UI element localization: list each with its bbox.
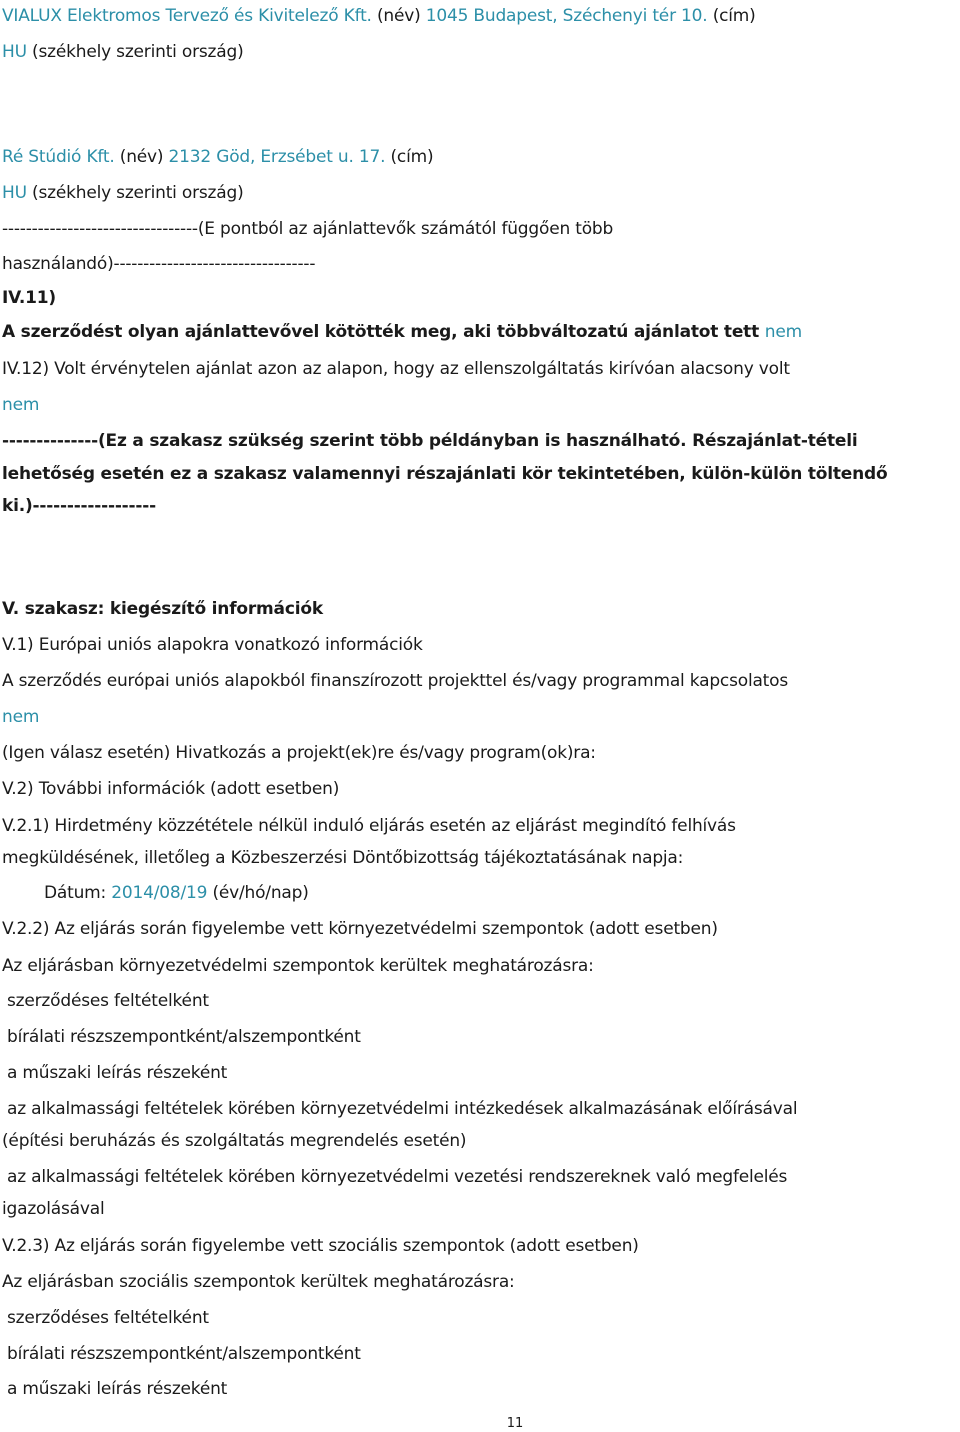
date-label: Dátum:	[44, 883, 112, 903]
contractor-1-country: HU	[2, 42, 27, 62]
iv11-question-text: A szerződést olyan ajánlattevővel kötötték meg, aki többváltozatú ajánlatot tett	[2, 322, 765, 342]
page-number: 11	[506, 1416, 524, 1431]
contractor-1-name: VIALUX Elektromos Tervező és Kivitelező Kft.	[2, 6, 372, 26]
section-v-title: V. szakasz: kiegészítő információk	[2, 599, 323, 619]
iv11-answer: nem	[764, 322, 802, 342]
separator-line-1a: ---------------------------------(E pontból az ajánlattevők számától függően több	[2, 219, 614, 239]
section-iv12-question: IV.12) Volt érvénytelen ajánlat azon az alapon, hogy az ellenszolgáltatás kirívóan alacsony volt	[2, 359, 790, 379]
date-line	[44, 882, 309, 904]
v22-option-contract-terms: szerződéses feltételként	[7, 991, 209, 1011]
address-label: (cím)	[707, 6, 756, 26]
section-v22-intro: Az eljárásban környezetvédelmi szempontok kerültek meghatározásra:	[2, 956, 594, 976]
v22-option-technical-spec: a műszaki leírás részeként	[7, 1063, 228, 1083]
v23-option-technical-spec: a műszaki leírás részeként	[7, 1379, 228, 1399]
separator-line-2a: --------------(Ez a szakasz szükség szerint több példányban is használható. Részajánlat-tételi	[2, 431, 858, 451]
separator-line-2c: ki.)------------------	[2, 496, 156, 516]
contractor-2-name: Ré Stúdió Kft.	[2, 147, 115, 167]
v22-option-management-a: az alkalmassági feltételek körében környezetvédelmi vezetési rendszereknek való megfelelés	[7, 1167, 788, 1187]
country-label: (székhely szerinti ország)	[26, 183, 244, 203]
v22-option-management-b: igazolásával	[2, 1199, 105, 1219]
name-label: (név)	[114, 147, 169, 167]
v1-reference: (Igen válasz esetén) Hivatkozás a projekt(ek)re és/vagy program(ok)ra:	[2, 743, 596, 763]
section-v23-intro: Az eljárásban szociális szempontok kerültek meghatározásra:	[2, 1272, 515, 1292]
name-label: (név)	[371, 6, 426, 26]
separator-line-1b: használandó)----------------------------------	[2, 254, 316, 274]
section-v21-line-b: megküldésének, illetőleg a Közbeszerzési Döntőbizottság tájékoztatásának napja:	[2, 848, 684, 868]
section-v22-heading: V.2.2) Az eljárás során figyelembe vett környezetvédelmi szempontok (adott esetben)	[2, 919, 718, 939]
section-v2-heading: V.2) További információk (adott esetben)	[2, 779, 340, 799]
contractor-1-address: 1045 Budapest, Széchenyi tér 10.	[425, 6, 708, 26]
v23-option-contract-terms: szerződéses feltételként	[7, 1308, 209, 1328]
v23-option-evaluation-criteria: bírálati részszempontként/alszempontként	[7, 1344, 361, 1364]
contractor-2-address: 2132 Göd, Erzsébet u. 17.	[168, 147, 386, 167]
contractor-1-line	[2, 5, 756, 27]
v22-option-suitability-a: az alkalmassági feltételek körében környezetvédelmi intézkedések alkalmazásának előírásával	[7, 1099, 798, 1119]
separator-line-2b: lehetőség esetén ez a szakasz valamennyi részajánlati kör tekintetében, külön-külön töltendő	[2, 464, 888, 484]
section-v23-heading: V.2.3) Az eljárás során figyelembe vett szociális szempontok (adott esetben)	[2, 1236, 639, 1256]
contractor-1-country-line	[2, 41, 244, 63]
contractor-2-country: HU	[2, 183, 27, 203]
section-iv11-question	[2, 321, 802, 343]
section-v21-line-a: V.2.1) Hirdetmény közzététele nélkül induló eljárás esetén az eljárást megindító felhívás	[2, 816, 736, 836]
v22-option-suitability-b: (építési beruházás és szolgáltatás megrendelés esetén)	[2, 1131, 467, 1151]
address-label: (cím)	[385, 147, 434, 167]
iv12-answer: nem	[2, 395, 40, 415]
contractor-2-country-line	[2, 182, 244, 204]
v22-option-evaluation-criteria: bírálati részszempontként/alszempontként	[7, 1027, 361, 1047]
contractor-2-line	[2, 146, 433, 168]
v1-answer: nem	[2, 707, 40, 727]
section-v1-heading: V.1) Európai uniós alapokra vonatkozó információk	[2, 635, 423, 655]
date-format: (év/hó/nap)	[207, 883, 309, 903]
country-label: (székhely szerinti ország)	[26, 42, 244, 62]
section-iv11-heading: IV.11)	[2, 288, 56, 308]
section-v1-question: A szerződés európai uniós alapokból finanszírozott projekttel és/vagy programmal kapcsolatos	[2, 671, 789, 691]
date-value: 2014/08/19	[111, 883, 208, 903]
